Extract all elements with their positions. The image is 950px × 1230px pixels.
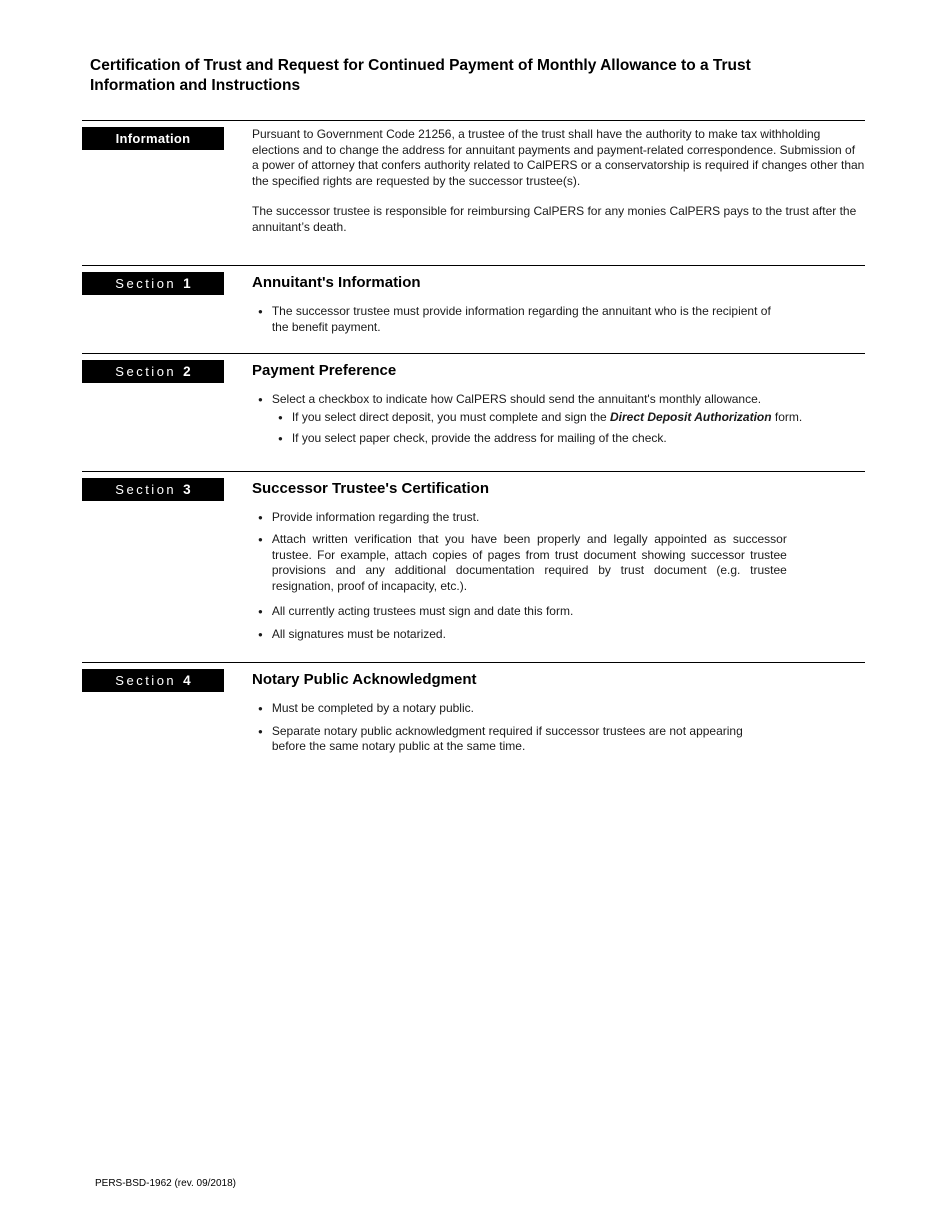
- list-item: [252, 532, 865, 594]
- bullet-icon: ●: [278, 412, 283, 422]
- section-2-sub-bullets: [272, 410, 865, 447]
- information-label: Information: [82, 127, 224, 150]
- bullet-text: The successor trustee must provide information regarding the annuitant who is the recipient of the benefit payment.: [271, 304, 771, 334]
- page-title-line-2: Information and Instructions: [90, 77, 301, 94]
- page-title: [90, 56, 865, 96]
- list-item: [272, 410, 865, 426]
- section-2-label-number: 2: [183, 364, 191, 379]
- list-item: [252, 701, 865, 717]
- bullet-icon: ●: [258, 607, 263, 616]
- list-item: [252, 627, 865, 643]
- section-4: [82, 662, 865, 773]
- page-title-line-1: Certification of Trust and Request for Continued Payment of Monthly Allowance to a Trust: [90, 57, 751, 74]
- section-1-content: [224, 272, 865, 335]
- form-number-footer: PERS-BSD-1962 (rev. 09/2018): [95, 1178, 236, 1189]
- information-paragraph-1: Pursuant to Government Code 21256, a trustee of the trust shall have the authority to make tax withholding elections and to change the address for annuitant payments and payment-related correspondence. Submission of a power of attorney that confers authority related to CalPERS or a conservatorship is required if changes other than the specified rights are requested by the successor trustee(s).: [252, 127, 865, 188]
- bullet-text: Select a checkbox to indicate how CalPERS should send the annuitant's monthly allowance.: [271, 392, 762, 406]
- bullet-icon: ●: [258, 307, 263, 316]
- information-content: [224, 127, 865, 235]
- section-1-label: [82, 272, 224, 295]
- section-4-label-number: 4: [183, 673, 191, 688]
- list-item: [252, 510, 865, 526]
- section-2-label-prefix: Section: [115, 364, 177, 379]
- bullet-text: Separate notary public acknowledgment required if successor trustees are not appearing before the same notary public at the same time.: [271, 723, 743, 753]
- direct-deposit-authorization-emphasis: Direct Deposit Authorization: [610, 409, 772, 424]
- section-3: [82, 471, 865, 663]
- section-1: [82, 265, 865, 353]
- list-item: [252, 304, 865, 335]
- section-1-label-number: 1: [183, 276, 191, 291]
- section-4-bullets: [252, 701, 865, 755]
- section-3-content: [224, 478, 865, 643]
- bullet-text: [292, 410, 802, 426]
- bullet-text: All signatures must be notarized.: [271, 626, 446, 641]
- list-item: [252, 604, 865, 620]
- bullet-text: Attach written verification that you have been properly and legally appointed as successor trustee. For example, attach copies of pages from trust document showing successor trustee provisions and any additional documentation required by trust document (e.g. trustee resignation, proof of incapacity, etc.).: [271, 532, 787, 593]
- section-4-label: [82, 669, 224, 692]
- section-3-label-number: 3: [183, 481, 191, 497]
- section-2: [82, 353, 865, 471]
- section-4-content: [224, 669, 865, 755]
- section-2-label-column: [82, 360, 224, 453]
- bullet-icon: ●: [278, 434, 283, 443]
- section-3-heading: Successor Trustee's Certification: [252, 479, 489, 497]
- information-label-column: [82, 127, 224, 235]
- section-4-heading: Notary Public Acknowledgment: [252, 671, 477, 688]
- section-2-content: [224, 360, 865, 453]
- section-2-bullets: [252, 392, 865, 408]
- section-3-label-prefix: Section: [115, 481, 177, 497]
- section-4-label-column: [82, 669, 224, 755]
- section-1-label-column: [82, 272, 224, 335]
- bullet-icon: ●: [258, 395, 263, 404]
- list-item: [252, 724, 865, 755]
- section-1-bullets: [252, 304, 865, 335]
- bullet-text: Provide information regarding the trust.: [271, 509, 480, 524]
- bullet-icon: ●: [258, 704, 263, 713]
- bullet-text: All currently acting trustees must sign and date this form.: [271, 604, 574, 618]
- section-3-label: [82, 478, 224, 501]
- section-2-label: [82, 360, 224, 383]
- section-4-label-prefix: Section: [115, 673, 177, 688]
- section-3-label-column: [82, 478, 224, 643]
- bullet-icon: ●: [258, 629, 263, 639]
- list-item: [252, 392, 865, 408]
- sub-bullet-text-post: form.: [771, 409, 803, 424]
- section-3-bullets: [252, 510, 865, 643]
- bullet-icon: ●: [258, 535, 263, 544]
- bullet-text: If you select paper check, provide the address for mailing of the check.: [291, 431, 667, 445]
- section-1-label-prefix: Section: [115, 276, 177, 291]
- sub-bullet-text-pre: If you select direct deposit, you must complete and sign the: [291, 409, 611, 424]
- section-1-heading: Annuitant's Information: [252, 274, 421, 291]
- information-section: [82, 120, 865, 265]
- bullet-text: Must be completed by a notary public.: [271, 701, 474, 715]
- information-paragraph-2: The successor trustee is responsible for reimbursing CalPERS for any monies CalPERS pays to the trust after the annuitant’s death.: [252, 204, 857, 234]
- bullet-icon: ●: [258, 512, 263, 522]
- list-item: [272, 431, 865, 447]
- section-2-heading: Payment Preference: [252, 362, 397, 379]
- bullet-icon: ●: [258, 726, 263, 736]
